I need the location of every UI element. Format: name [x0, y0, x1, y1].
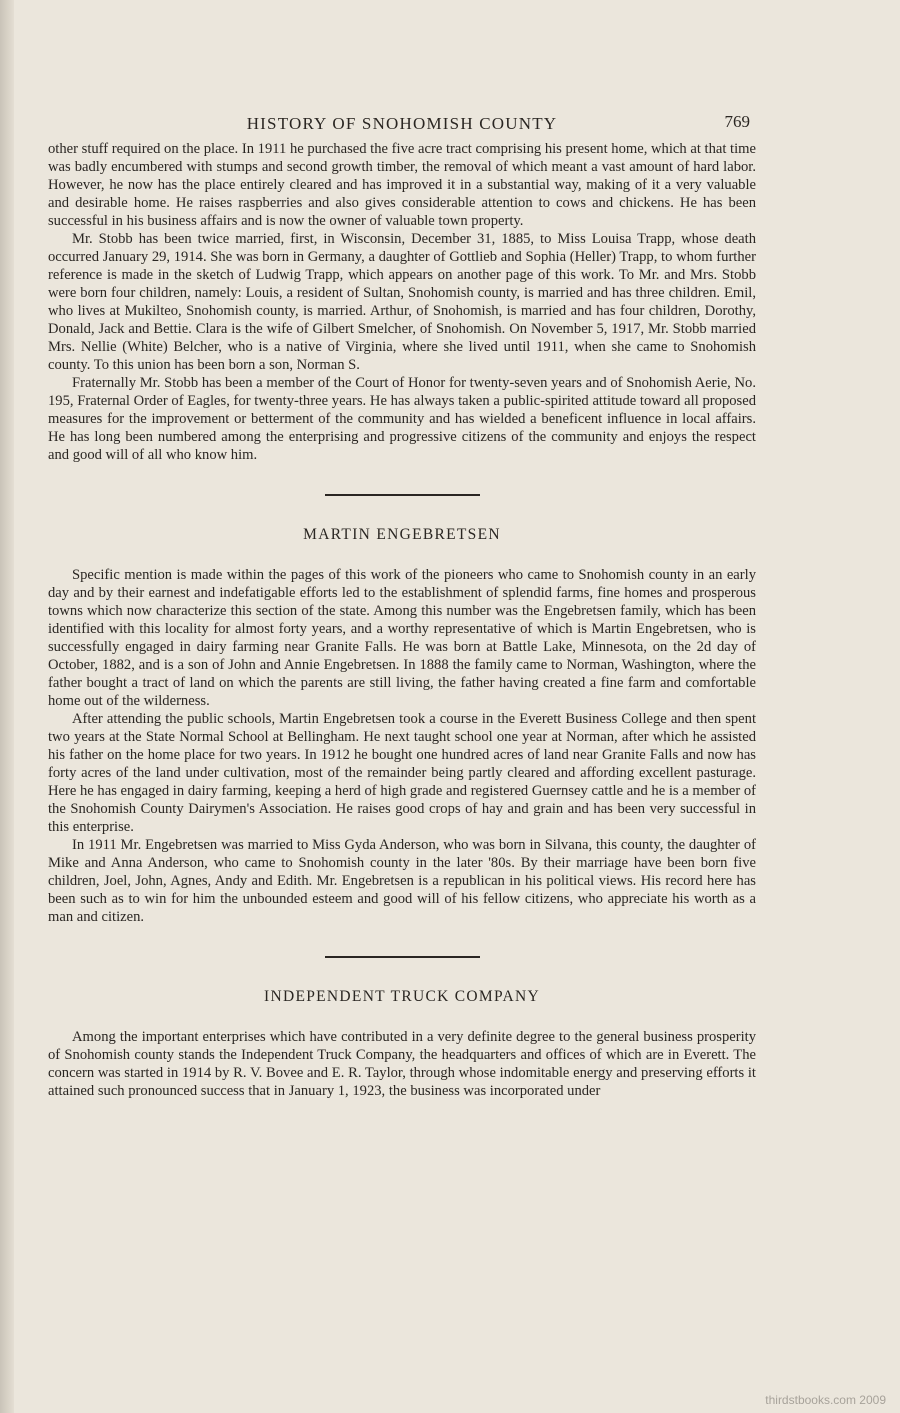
section-title: MARTIN ENGEBRETSEN [303, 526, 501, 543]
section-divider [325, 956, 480, 958]
body-paragraph: After attending the public schools, Martin Engebretsen took a course in the Everett Business College and then spent two years at the State Normal School at Bellingham. He next taught school one year at Norman, after which he assisted his father on the home place for two years. In 1912 he bought one hundred acres of land near Granite Falls and now has forty acres of the land under cultivation, most of the remainder being partly cleared and affording excellent pasturage. Here he has engaged in dairy farming, keeping a herd of high grade and registered Guernsey cattle and he is a member of the Snohomish County Dairymen's Association. He raises good crops of hay and grain and has been very successful in this enterprise. [48, 711, 756, 835]
running-header [48, 108, 756, 140]
body-paragraph: Among the important enterprises which have contributed in a very definite degree to the general business prosperity of Snohomish county stands the Independent Truck Company, the headquarters and offices of which are in Everett. The concern was started in 1914 by R. V. Bovee and E. R. Taylor, through whose indomitable energy and preserving efforts it attained such pronounced success that in January 1, 1923, the business was incorporated under [48, 1029, 756, 1099]
section-martin-engebretsen [48, 526, 756, 926]
stobb-continuation [48, 140, 756, 464]
body-paragraph: Mr. Stobb has been twice married, first, in Wisconsin, December 31, 1885, to Miss Louisa Trapp, whose death occurred January 29, 1914. She was born in Germany, a daughter of Gottlieb and Sophia (Heller) Trapp, to whom further reference is made in the sketch of Ludwig Trapp, which appears on another page of this work. To Mr. and Mrs. Stobb were born four children, namely: Louis, a resident of Sultan, Snohomish county, is married and has three children. Emil, who lives at Mukilteo, Snohomish county, is married. Arthur, of Snohomish, is married and has four children, Dorothy, Donald, Jack and Bettie. Clara is the wife of Gilbert Smelcher, of Snohomish. On November 5, 1917, Mr. Stobb married Mrs. Nellie (White) Belcher, who is a native of Virginia, where she lived until 1911, when she came to Snohomish county. To this union has been born a son, Norman S. [48, 231, 756, 373]
body-paragraph: Fraternally Mr. Stobb has been a member of the Court of Honor for twenty-seven years and of Snohomish Aerie, No. 195, Fraternal Order of Eagles, for twenty-three years. He has always taken a public-spirited attitude toward all proposed measures for the improvement or betterment of the community and has wielded a beneficent influence in local affairs. He has long been numbered among the enterprising and progressive citizens of the community and enjoys the respect and good will of all who know him. [48, 375, 756, 463]
body-paragraph: other stuff required on the place. In 1911 he purchased the five acre tract comprising his present home, which at that time was badly encumbered with stumps and second growth timber, the removal of which meant a vast amount of hard labor. However, he now has the place entirely cleared and has improved it in a substantial way, making of it a very valuable and desirable home. He raises raspberries and also gives considerable attention to cows and chickens. He has been successful in his business affairs and is now the owner of valuable town property. [48, 141, 756, 229]
section-divider [325, 494, 480, 496]
book-gutter [0, 0, 14, 1413]
body-paragraph: Specific mention is made within the pages of this work of the pioneers who came to Snohomish county in an early day and by their earnest and indefatigable efforts led to the establishment of splendid farms, fine homes and prosperous towns which now characterize this section of the state. Among this number was the Engebretsen family, which has been identified with this locality for almost forty years, and a worthy representative of which is Martin Engebretsen, who is successfully engaged in dairy farming near Granite Falls. He was born at Battle Lake, Minnesota, on the 2d day of October, 1882, and is a son of John and Annie Engebretsen. In 1888 the family came to Norman, Washington, where the father bought a tract of land on which the parents are still living, the father having created a fine farm and comfortable home out of the wilderness. [48, 567, 756, 709]
book-page [48, 108, 756, 1100]
page-number: 769 [724, 112, 750, 131]
section-independent-truck-company [48, 988, 756, 1100]
watermark: thirdstbooks.com 2009 [765, 1393, 886, 1407]
section-title: INDEPENDENT TRUCK COMPANY [264, 988, 540, 1005]
body-paragraph: In 1911 Mr. Engebretsen was married to Miss Gyda Anderson, who was born in Silvana, this county, the daughter of Mike and Anna Anderson, who came to Snohomish county in the later '80s. By their marriage have been born five children, Joel, John, Agnes, Andy and Edith. Mr. Engebretsen is a republican in his political views. His record here has been such as to win for him the unbounded esteem and good will of his fellow citizens, who appreciate his worth as a man and citizen. [48, 837, 756, 925]
running-title: HISTORY OF SNOHOMISH COUNTY [246, 114, 558, 133]
